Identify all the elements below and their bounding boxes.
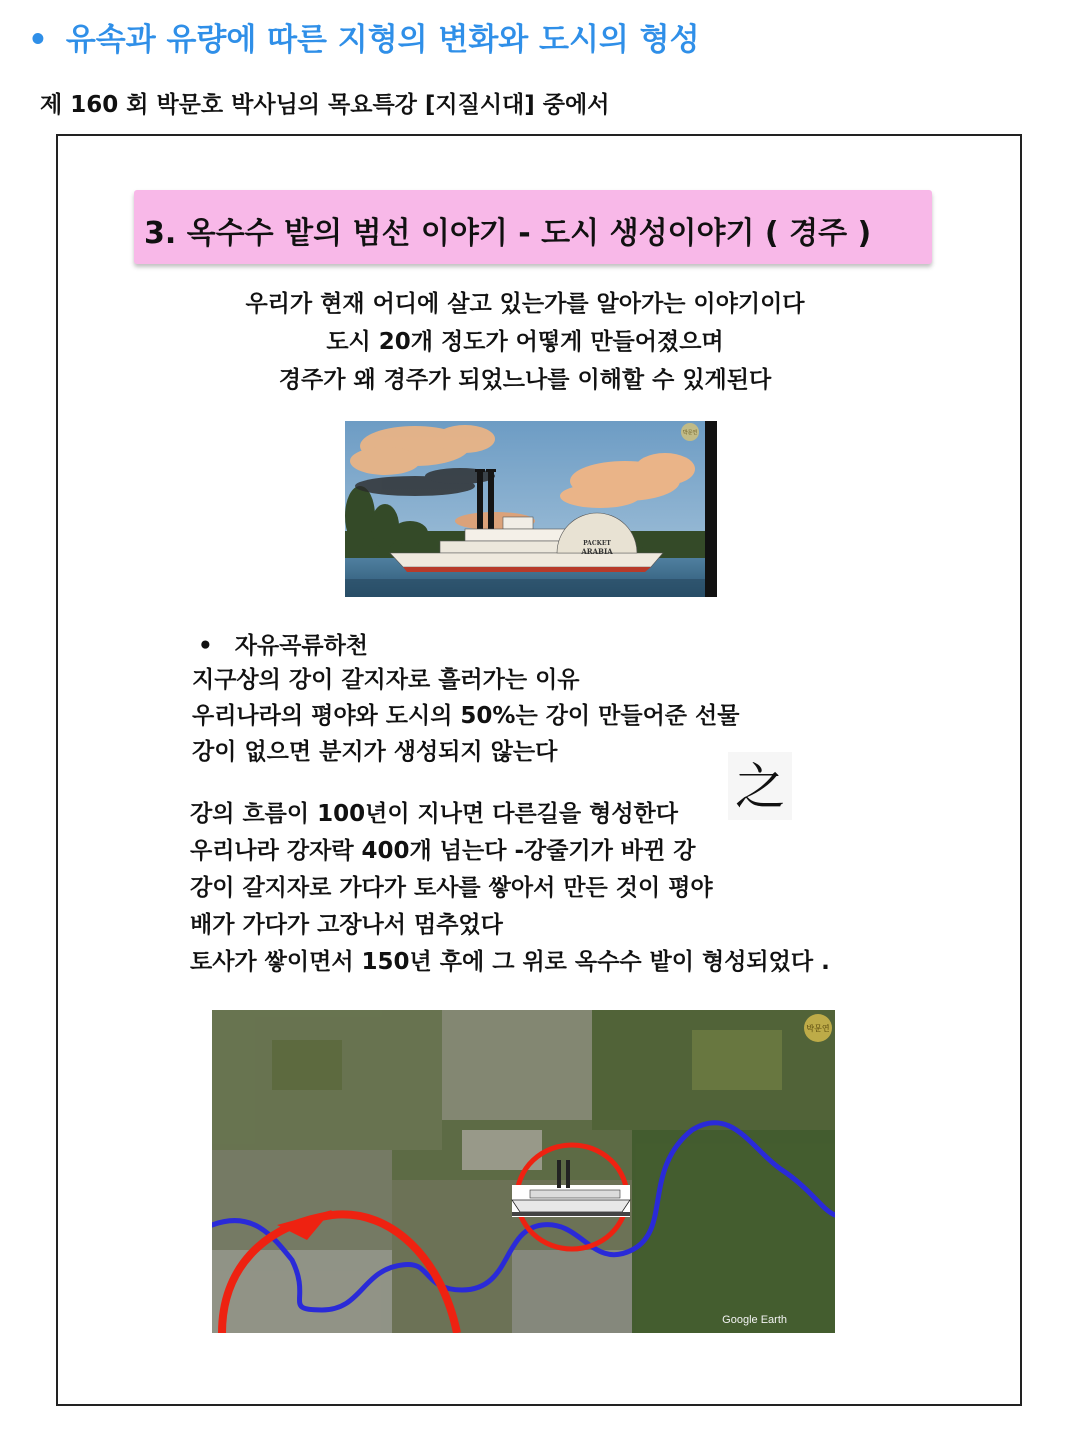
text-line: 토사가 쌓이면서 150년 후에 그 위로 옥수수 밭이 형성되었다 .	[190, 949, 830, 975]
boat-name-line2: ARABIA	[581, 547, 613, 556]
boat-name-line1: PACKET	[583, 540, 611, 547]
page-subtitle: 제 160 회 박문호 박사님의 목요특강 [지질시대] 중에서	[40, 92, 610, 118]
page-title	[28, 14, 700, 59]
intro-line: 도시 20개 정도가 어떻게 만들어졌으며	[326, 329, 724, 355]
calligraphy-char: 之	[735, 758, 785, 816]
banner-title: 3. 옥수수 밭의 범선 이야기 - 도시 생성이야기 ( 경주 )	[144, 216, 872, 251]
paragraph-2	[190, 796, 830, 981]
text-line: 배가 가다가 고장나서 멈추었다	[190, 912, 503, 938]
intro-line: 우리가 현재 어디에 살고 있는가를 알아가는 이야기이다	[245, 291, 805, 317]
watermark-text: 박문연	[682, 430, 698, 436]
section-title: 자유곡류하천	[234, 633, 369, 659]
intro-text	[160, 285, 890, 399]
satellite-map	[212, 1010, 835, 1333]
text-line: 강의 흐름이 100년이 지나면 다른길을 형성한다	[190, 801, 678, 827]
paragraph-1	[192, 662, 739, 770]
section-heading	[198, 627, 368, 660]
map-credit: Google Earth	[722, 1314, 787, 1326]
steamboat-painting	[345, 421, 717, 597]
map-watermark-text: 박문연	[806, 1024, 830, 1033]
slide-banner	[134, 190, 932, 264]
intro-line: 경주가 왜 경주가 되었느나를 이해할 수 있게된다	[278, 367, 772, 393]
text-line: 우리나라 강자락 400개 넘는다 -강줄기가 바뀐 강	[190, 838, 696, 864]
text-line: 강이 갈지자로 가다가 토사를 쌓아서 만든 것이 평야	[190, 875, 713, 901]
title-bullet: •	[28, 22, 48, 58]
section-bullet: •	[198, 633, 213, 659]
text-line: 지구상의 강이 갈지자로 흘러가는 이유	[192, 667, 580, 693]
text-line: 우리나라의 평야와 도시의 50%는 강이 만들어준 선물	[192, 703, 740, 729]
text-line: 강이 없으면 분지가 생성되지 않는다	[192, 739, 558, 765]
title-text: 유속과 유량에 따른 지형의 변화와 도시의 형성	[65, 22, 700, 58]
